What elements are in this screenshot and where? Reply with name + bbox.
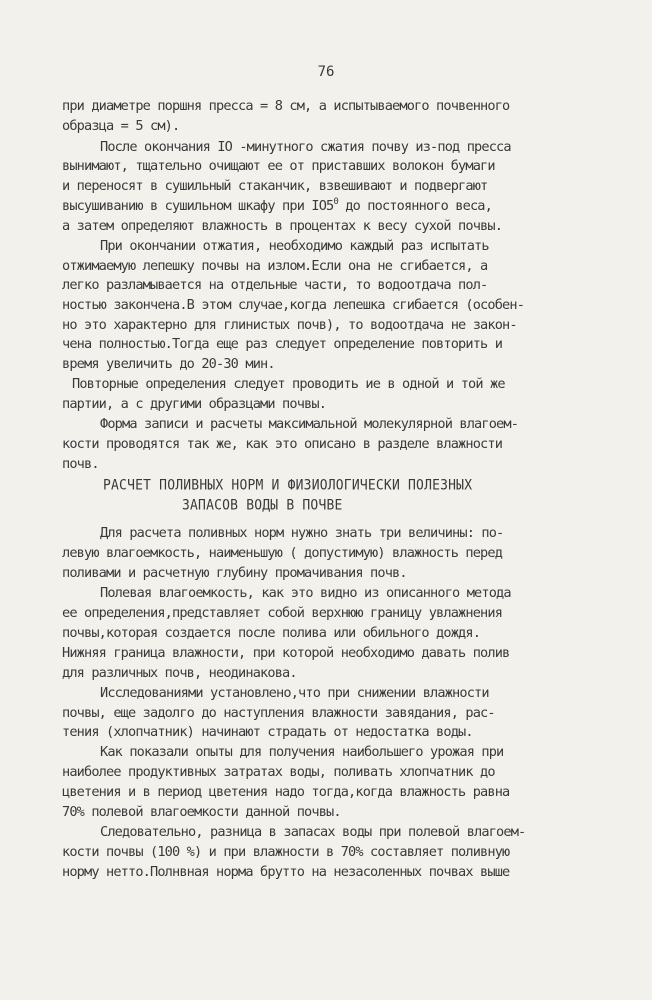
text-line: левую влагоемкость, наименьшую ( допустимую) влажность перед <box>62 545 503 561</box>
text-line <box>62 198 492 214</box>
text-line: кости почвы (100 %) и при влажности в 70% составляет поливную <box>62 844 510 861</box>
text-line: образца = 5 см). <box>62 117 180 134</box>
text-line: цветения и в период цветения надо тогда,когда влажность равна <box>62 784 510 801</box>
text-line: чена полностью.Тогда еще раз следует определение повторить и <box>62 336 503 353</box>
text-line: ностью закончена.В этом случае,когда лепешка сгибается (особен- <box>62 296 525 313</box>
text-line: Для расчета поливных норм нужно знать три величины: по- <box>100 525 504 541</box>
text-line: Полевая влагоемкость, как это видно из описанного метода <box>100 584 511 601</box>
text-line: Нижняя граница влажности, при которой необходимо давать полив <box>62 644 510 661</box>
text-line: а затем определяют влажность в процентах к весу сухой почвы. <box>62 217 503 234</box>
text-line: кости проводятся так же, как это описано в разделе влажности <box>62 436 503 453</box>
text-line: почв. <box>62 456 99 473</box>
text-line: время увеличить до 20-30 мин. <box>62 356 275 373</box>
text-line: 70% полевой влагоемкости данной почвы. <box>62 804 341 821</box>
text-line: партии, а с другими образцами почвы. <box>62 396 327 413</box>
text-line: Исследованиями установлено,что при снижении влажности <box>100 684 489 701</box>
text-line: почвы,которая создается после полива или обильного дождя. <box>62 624 481 641</box>
text-fragment: высушиванию в сушильном шкафу при IO5 <box>62 197 334 214</box>
text-line: и переносят в сушильный стаканчик, взвешивают и подвергают <box>62 177 488 194</box>
text-line: при диаметре поршня пресса = 8 см, а испытываемого почвенного <box>62 98 510 114</box>
text-line: При окончании отжатия, необходимо каждый раз испытать <box>100 237 489 254</box>
section-heading: РАСЧЕТ ПОЛИВНЫХ НОРМ И ФИЗИОЛОГИЧЕСКИ ПОЛЕЗНЫХ <box>103 476 473 494</box>
text-line: почвы, еще задолго до наступления влажности завядания, рас- <box>62 704 495 721</box>
text-line: Повторные определения следует проводить ие в одной и той же <box>72 376 505 393</box>
text-line: поливами и расчетную глубину промачивания почв. <box>62 564 407 581</box>
section-heading: ЗАПАСОВ ВОДЫ В ПОЧВЕ <box>182 497 343 515</box>
page-number: 76 <box>317 64 335 80</box>
text-line: наиболее продуктивных затратах воды, поливать хлопчатник до <box>62 764 495 781</box>
text-line: отжимаемую лепешку почвы на излом.Если она не сгибается, а <box>62 257 488 274</box>
text-line: тения (хлопчатник) начинают страдать от недостатка воды. <box>62 724 473 741</box>
text-line: После окончания IO -минутного сжатия почву из-под пресса <box>100 138 511 155</box>
text-line: вынимают, тщательно очищают ее от приставших волокон бумаги <box>62 157 495 174</box>
text-line: Как показали опыты для получения наибольшего урожая при <box>100 744 504 761</box>
text-line: ее определения,представляет собой верхнюю границу увлажнения <box>62 604 503 621</box>
text-fragment: до постоянного веса, <box>337 197 492 214</box>
text-line: Следовательно, разница в запасах воды при полевой влагоем- <box>100 824 526 841</box>
text-line: для различных почв, неодинакова. <box>62 664 297 681</box>
text-line: Форма записи и расчеты максимальной молекулярной влагоем- <box>100 416 519 433</box>
superscript-degree: 0 <box>333 196 338 207</box>
text-line: норму нетто.Полнвная норма брутто на незасоленных почвах выше <box>62 864 510 880</box>
text-line: легко разламывается на отдельные части, то водоотдача пол- <box>62 276 488 293</box>
text-line: но это характерно для глинистых почв), то водоотдача не закон- <box>62 316 517 333</box>
